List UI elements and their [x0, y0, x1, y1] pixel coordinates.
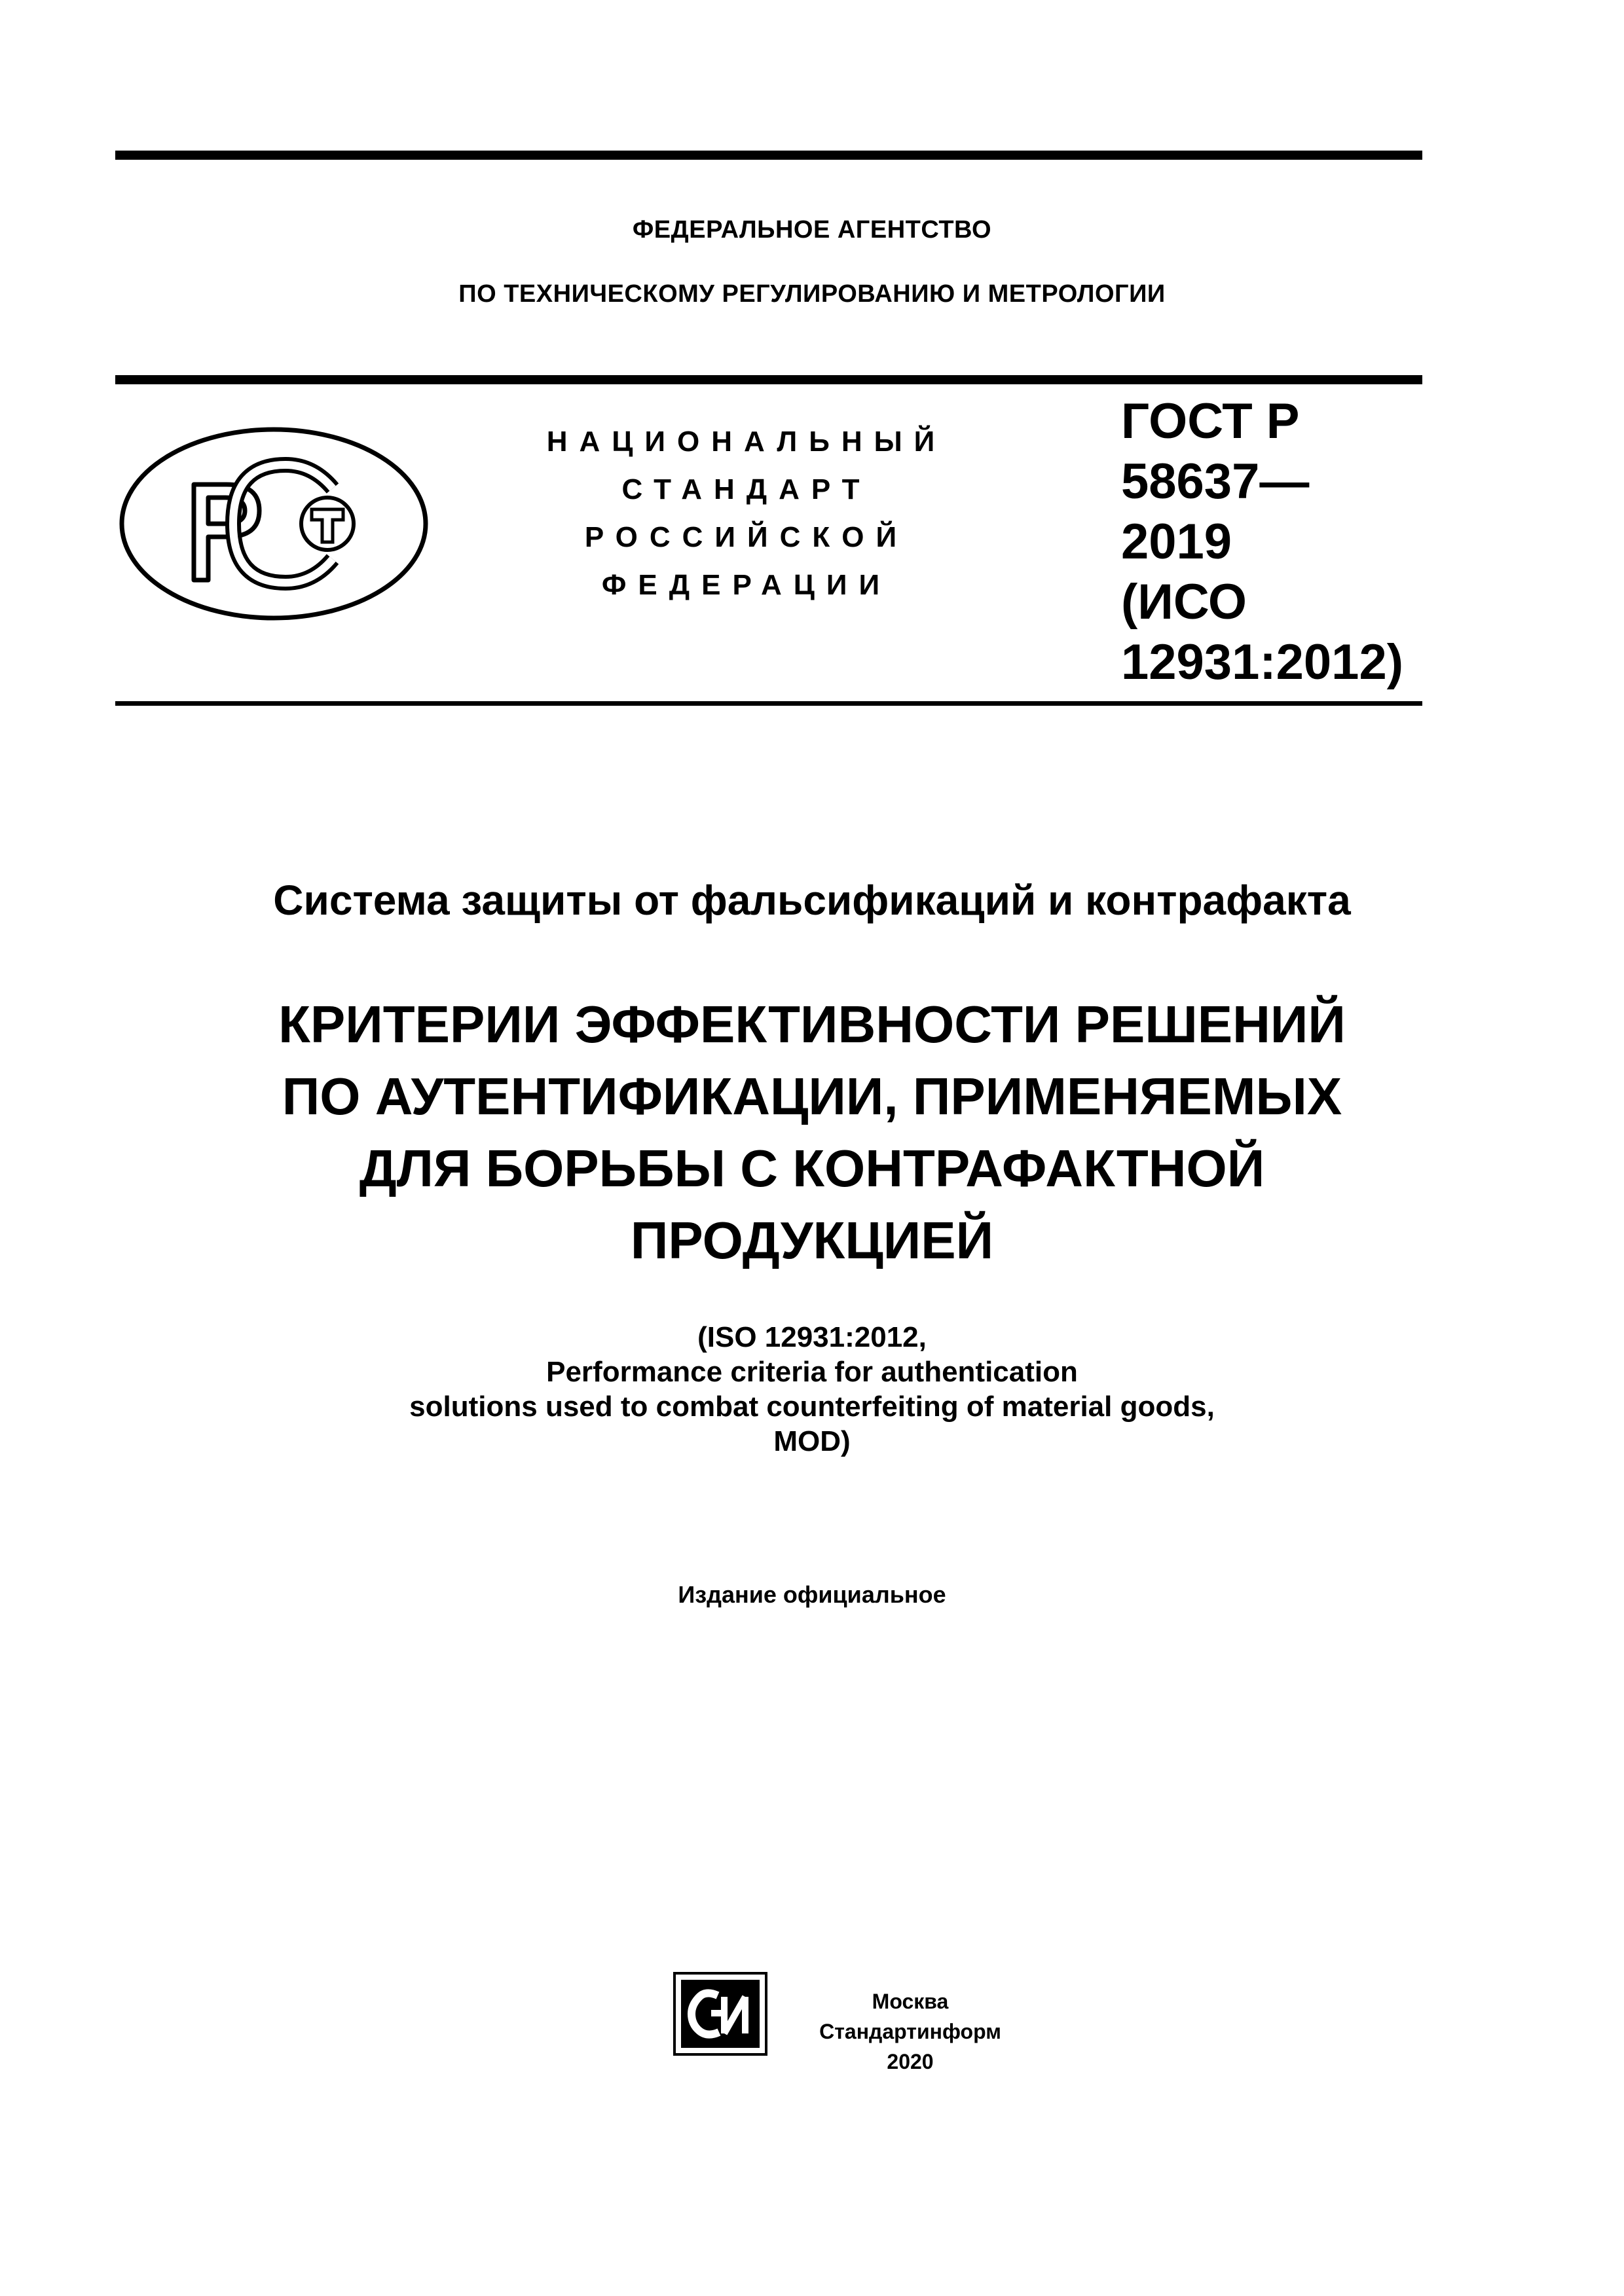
publisher-year: 2020: [887, 2050, 934, 2073]
series-title: Система защиты от фальсификаций и контрафакта: [273, 877, 1351, 924]
publisher-city: Москва: [872, 1990, 949, 2013]
international-reference: [0, 1320, 1624, 1459]
publisher-block: [779, 1986, 1041, 2077]
title-line: ПО АУТЕНТИФИКАЦИИ, ПРИМЕНЯЕМЫХ: [282, 1067, 1342, 1125]
publisher-logo-icon: [672, 1971, 769, 2057]
masthead-top-rule: [115, 375, 1422, 384]
national-standard-line: СТАНДАРТ: [621, 473, 872, 505]
national-standard-line: НАЦИОНАЛЬНЫЙ: [546, 426, 947, 458]
designation-line: 58637—: [1121, 454, 1310, 509]
reference-line: Performance criteria for authentication: [546, 1356, 1078, 1388]
national-standard-line: РОССИЙСКОЙ: [584, 521, 909, 553]
title-line: ПРОДУКЦИЕЙ: [630, 1211, 994, 1269]
document-title: [0, 989, 1624, 1277]
top-rule: [115, 151, 1422, 160]
edition-label: Издание официальное: [678, 1581, 946, 1608]
reference-line: solutions used to combat counterfeiting of material goods,: [409, 1391, 1215, 1423]
masthead-bottom-rule: [115, 701, 1422, 706]
agency-line-1: ФЕДЕРАЛЬНОЕ АГЕНТСТВО: [632, 216, 992, 244]
title-line: ДЛЯ БОРЬБЫ С КОНТРАФАКТНОЙ: [359, 1139, 1265, 1197]
standard-designation: [1121, 392, 1449, 693]
designation-line: (ИСО: [1121, 574, 1247, 630]
designation-line: ГОСТ Р: [1121, 393, 1300, 449]
designation-line: 12931:2012): [1121, 634, 1404, 690]
designation-line: 2019: [1121, 514, 1232, 570]
publisher-name: Стандартинформ: [819, 2020, 1001, 2043]
reference-line: (ISO 12931:2012,: [697, 1321, 927, 1353]
national-standard-block: [511, 418, 982, 609]
title-line: КРИТЕРИИ ЭФФЕКТИВНОСТИ РЕШЕНИЙ: [278, 995, 1346, 1053]
agency-line-2: ПО ТЕХНИЧЕСКОМУ РЕГУЛИРОВАНИЮ И МЕТРОЛОГИИ: [458, 280, 1166, 308]
gost-r-logo-icon: [117, 424, 431, 623]
reference-line: MOD): [773, 1425, 851, 1457]
national-standard-line: ФЕДЕРАЦИИ: [601, 569, 892, 601]
